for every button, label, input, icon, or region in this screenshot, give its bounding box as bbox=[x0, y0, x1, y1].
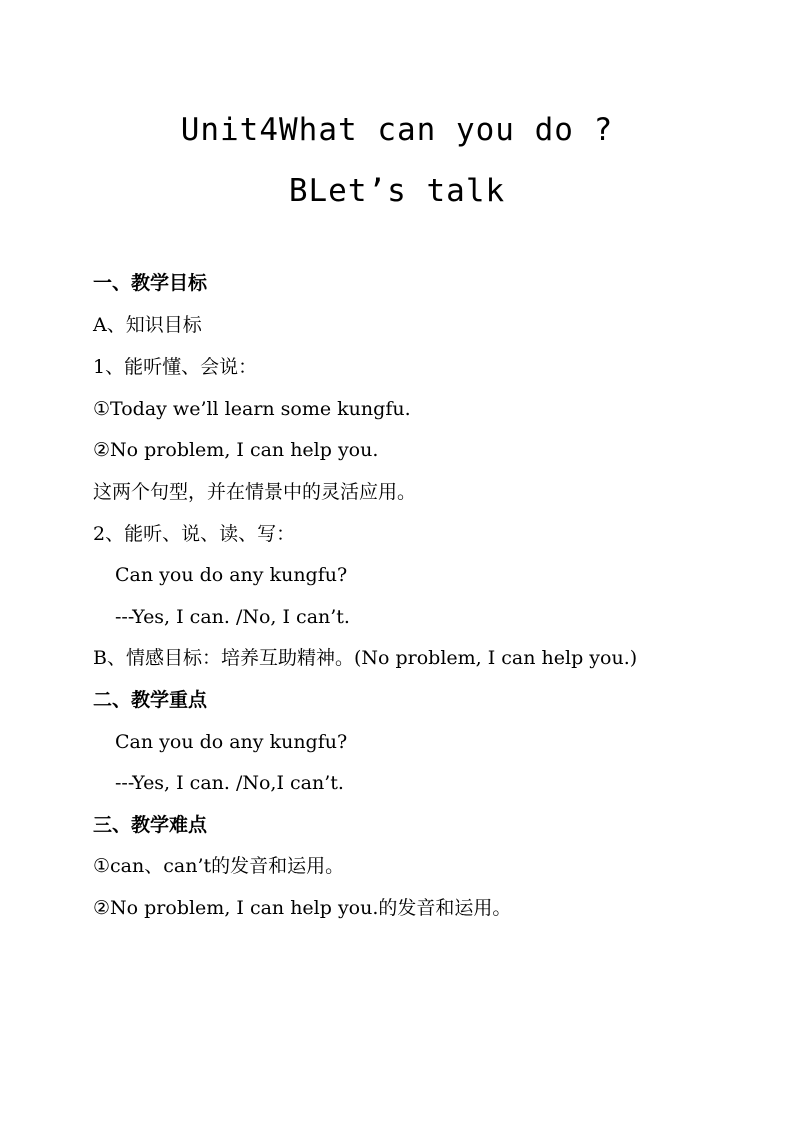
key-question-sentence: Can you do any kungfu? bbox=[115, 731, 348, 753]
objective-listen-speak: 1、能听懂、会说： bbox=[93, 356, 258, 378]
answer-sentence: ---Yes, I can. /No, I can’t. bbox=[115, 606, 350, 628]
section-heading-key-points: 二、教学重点 bbox=[93, 689, 208, 711]
section-heading-teaching-objectives: 一、教学目标 bbox=[93, 272, 208, 294]
difficult-point-1: ①can、can’t的发音和运用。 bbox=[93, 855, 345, 877]
sentence-pattern-1: ①Today we’ll learn some kungfu. bbox=[93, 398, 411, 420]
difficult-point-2: ②No problem, I can help you.的发音和运用。 bbox=[93, 897, 512, 919]
objective-application-note: 这两个句型，并在情景中的灵活应用。 bbox=[93, 481, 417, 503]
document-title: Unit4What can you do ? bbox=[180, 112, 614, 148]
objective-four-skills: 2、能听、说、读、写： bbox=[93, 523, 296, 545]
subsection-emotional-objectives: B、情感目标：培养互助精神。(No problem, I can help you.) bbox=[93, 647, 638, 669]
subsection-knowledge-objectives: A、知识目标 bbox=[93, 314, 202, 336]
question-sentence: Can you do any kungfu? bbox=[115, 564, 348, 586]
sentence-pattern-2: ②No problem, I can help you. bbox=[93, 439, 379, 461]
document-subtitle: BLet’s talk bbox=[288, 173, 506, 209]
section-heading-difficult-points: 三、教学难点 bbox=[93, 814, 208, 836]
key-answer-sentence: ---Yes, I can. /No,I can’t. bbox=[115, 772, 344, 794]
